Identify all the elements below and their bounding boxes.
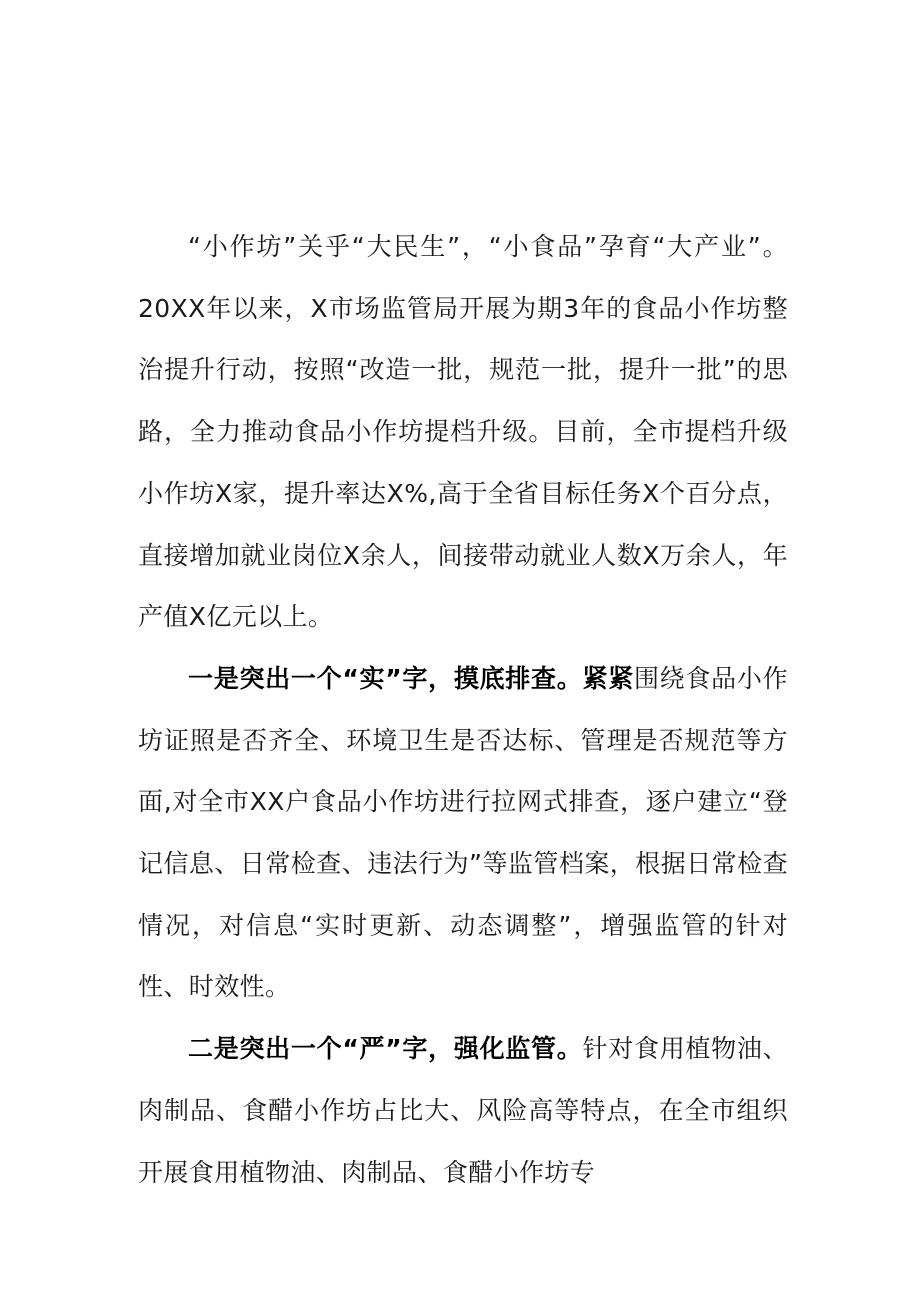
paragraph-section-one	[138, 648, 788, 1018]
paragraph-intro	[138, 216, 788, 648]
document-body	[138, 216, 788, 1203]
paragraph-text: “小作坊”关乎“大民生”，“小食品”孕育“大产业”。20XX年以来，X市场监管局开展为期3年的食品小作坊整治提升行动，按照“改造一批，规范一批，提升一批”的思路，全力推动食品小作坊提档升级。目前，全市提档升级小作坊X家，提升率达X%,高于全省目标任务X个百分点，直接增加就业岗位X余人，间接带动就业人数X万余人，年产值X亿元以上。	[138, 232, 788, 632]
paragraph-text: 围绕食品小作坊证照是否齐全、环境卫生是否达标、管理是否规范等方面,对全市XX户食品小作坊进行拉网式排查，逐户建立“登记信息、日常检查、违法行为”等监管档案，根据日常检查情况，对信息“实时更新、动态调整”，增强监管的针对性、时效性。	[138, 663, 788, 1002]
paragraph-text: 针对食用植物油、肉制品、食醋小作坊占比大、风险高等特点，在全市组织开展食用植物油、肉制品、食醋小作坊专	[138, 1034, 789, 1187]
paragraph-section-two	[138, 1018, 788, 1203]
paragraph-lead: 一是突出一个“实”字，摸底排查。紧紧	[188, 663, 634, 693]
paragraph-lead: 二是突出一个“严”字，强化监管。	[188, 1034, 583, 1064]
